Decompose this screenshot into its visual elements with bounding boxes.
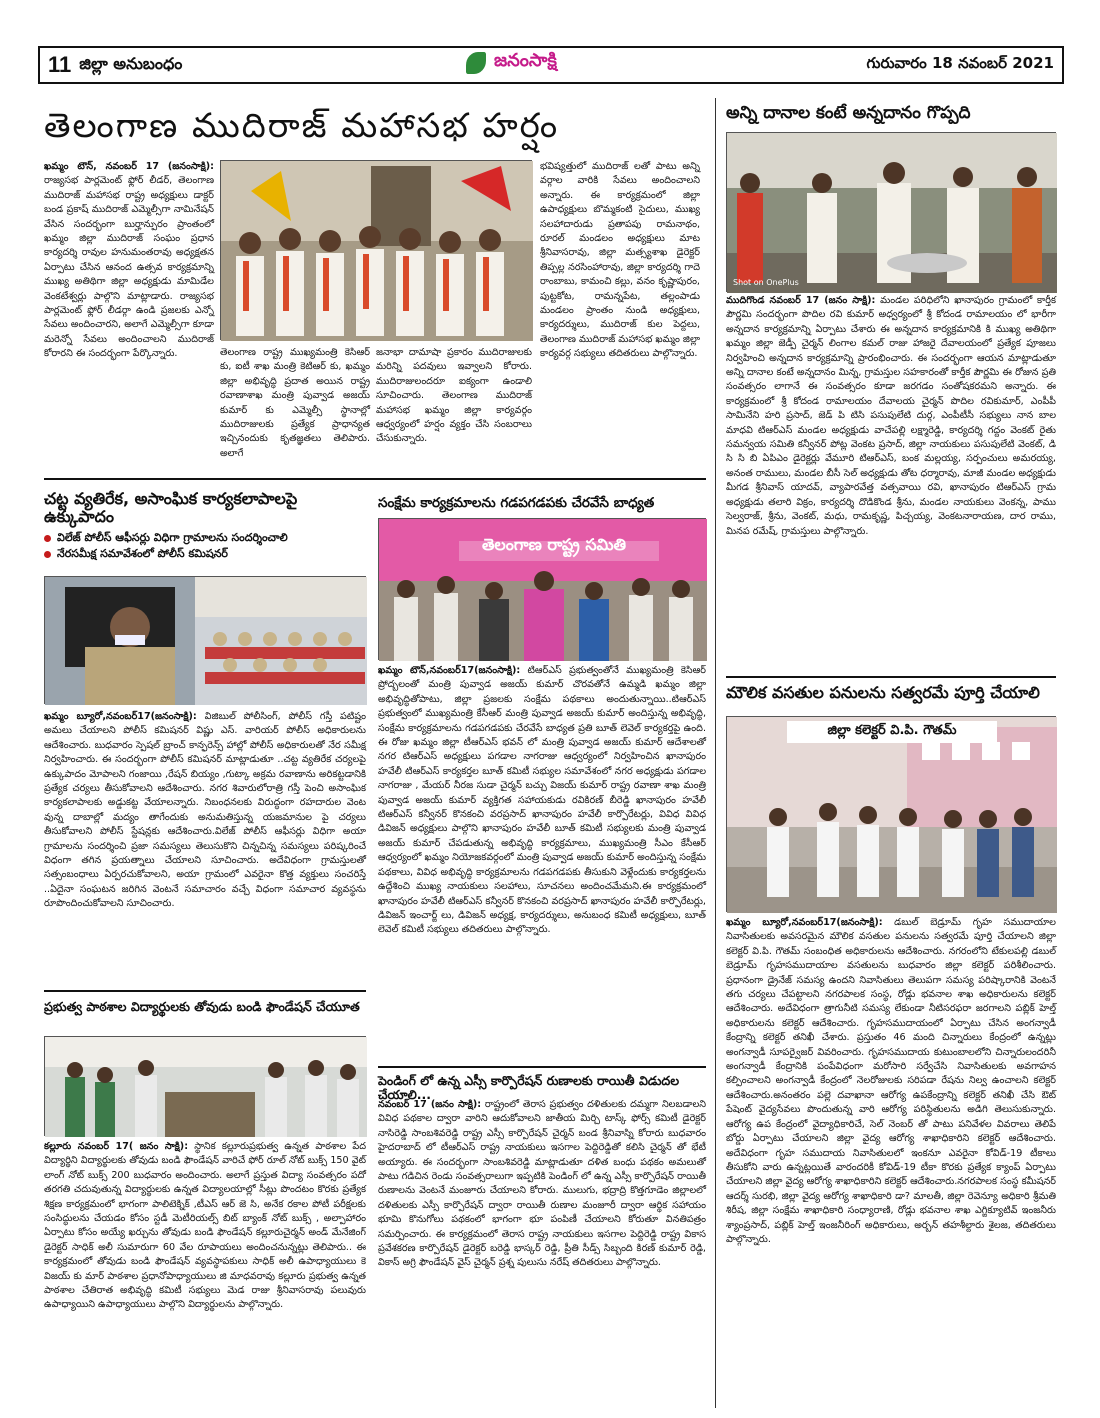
section-rule (44, 990, 366, 992)
article-body: భవిష్యత్తులో ముదిరాజ్ లతో పాటు అన్ని వర్గాల వారికి సేవలు అందించాలని అన్నారు. ఈ కార్యక్రమంలో జిల్లా ఉపాధ్యక్షులు బొమ్మకంటి సైదులు, ముఖ్య సలహాదారుడు ప్రతాపపు రామనాథం, రూరల్ మండలం అధ్యక్షులు మాట శ్రీనివాసరావు, జిల్లా మత్స్యశాఖ డైరెక్టర్ తిప్పల్ల నరసింహారావు, జిల్లా కార్యదర్శి గాదె రాంబాబు, కామంచి కల్లు, వనం కృష్ణాపురం, పుట్టకోట, రామన్నపేట, తల్లంపాడు మండలం ప్రాంతం నుండి అధ్యక్షులు, కార్యదర్శులు, ముదిరాజ్ కుల పెద్దలు, తెలంగాణ ముదిరాజ్ మహాసభ ఖమ్మం జిల్లా కార్యవర్గ సభ్యులు తదితరులు పాల్గొన్నారు. (540, 161, 700, 360)
article-body: విజిబుల్ పోలీసింగ్, పోలీస్ గస్తీ పటిష్టం అమలు చేయాలని పోలీస్ కమిషనర్ విష్ణు ఎస్. వారియర్ పోలీస్ అధికారులను ఆదేశించారు. బుధవారం స్పెషల్ బ్రాంచ్ కాన్ఫరెన్స్ హాల్లో పోలీస్ అధికారులతో నేర సమీక్ష నిర్వహించారు. ఈ సందర్భంగా పోలీస్ కమిషనర్ మాట్లాడుతూ ..చట్ట వ్యతిరేక చర్యలపై ఉక్కుపాదం మోపాలని గంజాయి ,రేషన్ బియ్యం ,గుట్కా అక్రమ రవాణాను అరికట్టడానికి ప్రత్యేక చర్యలు తీసుకోవాలని ఆదేశించారు. నగర శివారులోరాత్రి గస్తీ పెంచి అసాంఘిక కార్యకలాపాలకు అడ్డుకట్ట వేయాలన్నారు. నిబంధనలకు విరుద్ధంగా రహదారుల వెంట వున్న దాబాల్లో మద్యం తాగేందుకు అనుమతిస్తున్న యజమానుల పై చర్యలు తీసుకోవాలని పోలీస్ స్టేషన్లకు ఆదేశించారు.విలేజ్ పోలీస్ ఆఫీసర్లు విధిగా అయా గ్రామాలను సందర్శించి ప్రజా సమస్యలు తెలుసుకొని చిన్నచిన్న సమస్యలు పరిష్కరించే విధంగా తగిన ప్రయత్నాలు చేయాలని సూచించారు. అదేవిధంగా గ్రామస్తులతో సత్సంబంధాలు ఏర్పరచుకోవాలని, అయా గ్రామంలో ఎవరైనా కొత్త వ్యక్తులు సంచరిస్తే ..ఏదైనా సంఘటన జరిగిన వెంటనే సమాచారం వచ్చే విధంగా సమాచార వ్యవస్థను రూపొందించుకోవాలని సూచించారు. (44, 711, 366, 910)
photo-credit: Shot on OnePlus (733, 278, 799, 287)
article-body: మండల పరిధిలోని ఖానాపురం గ్రామంలో కార్తీక పౌర్ణమి సందర్భంగా పొదిల రవి కుమార్ అధ్వర్యంలో శ్రీ కోదండ రామాలయం లో భారీగా అన్నదాన కార్యక్రమాన్ని ఏర్పాటు చేశారు ఈ అన్నదాన కార్యక్రమానికి కి ముఖ్య అతిథిగా ఖమ్మం జిల్లా జెడ్పీ చైర్మన్ లింగాల కమల్ రాజు హాజరై దేవాలయంలో ప్రత్యేక పూజలు నిర్వహించి అన్నదాన కార్యక్రమాన్ని ప్రారంభించారు. ఈ సందర్భంగా ఆయన మాట్లాడుతూ అన్ని దానాల కంటే అన్నదానం మిన్న, గ్రామస్తుల సహకారంతో కార్తీక పౌర్ణమి ఈ రోజున ప్రతి సంవత్సరం లాగానే ఈ సంవత్సరం కూడా జరగడం సంతోషకరమని అన్నారు. ఈ కార్యక్రమంలో శ్రీ కోదండ రామాలయం దేవాలయ చైర్మన్ పొదిల రవికుమార్, ఎంపీపీ సామినేని హరి ప్రసాద్, జెడ్ పి టిసి పసుపులేటి దుర్గ, ఎంపీటీసీ సభ్యులు నాన బాల మాధవి టిఆర్ఎస్ మండల అధ్యక్షుడు వాచేపల్లి లక్ష్మారెడ్డి, కార్యదర్శి గద్దం వెంకట్ రైతు సమన్వయ సమితి కన్వీనర్ పోట్ల వెంకట ప్రసాద్, జిల్లా నాయకులు పసుపులేటి వెంకట్, డి సి సి బి ఏపిఎం డైరెక్టర్లు వేమూరి టిఆర్ఎస్, బంక మల్లయ్య, సర్పంచులు అమరయ్య, అనంత రాములు, మండల బీసీ సెల్ అధ్యక్షుడు తోట ధర్మారావు, మాజీ మండల అధ్యక్షుడు మీగడ శ్రీనివాస్ యాదవ్, వ్యాపారవేత్త వత్సవాయి రవి, ఖానాపురం టిఆర్ఎస్ గ్రామ అధ్యక్షుడు తలారి విక్రం, కార్యదర్శి దొడికొండ శ్రీను, మండల నాయకులు వెంకన్న, పాము సెల్వరాజ్, శ్రీను, వెంకట్, మధు, రామకృష్ణ, పిచ్చయ్య, వెంకటనారాయణ, దార రాము, మినప రమేష్, గ్రామస్తులు పాల్గొన్నారు. (726, 295, 1056, 537)
annadanam-photo (726, 132, 1056, 292)
police-meeting-photo (44, 576, 366, 704)
section-rule (378, 1066, 706, 1068)
main-headline: తెలంగాణ ముదిరాజ్ మహాసభ హర్షం (44, 106, 560, 146)
main-story-col2b (376, 346, 532, 445)
photo-illustration (45, 1037, 367, 1137)
main-story-col2 (220, 346, 370, 459)
dateline: ఖమ్మం టౌన్,నవంబర్17(జనంసాక్షి): (378, 665, 521, 676)
photo-illustration (45, 577, 367, 705)
mudiraj-group-photo (220, 160, 532, 340)
trs-banner-text: తెలంగాణ రాష్ట్ర సమితి (481, 535, 627, 554)
article-body: స్థానిక కల్లూరుప్రభుత్వ ఉన్నత పాఠశాల పేద విద్యార్థిని విద్యార్థులకు తోవుడు బండి ఫౌండేషన్ వారిచే ఫోర్ రూల్ నోట్ బుక్స్ 150 వైట్ లాంగ్ నోట్ బుక్స్ 200 బుధవారం అందించారు. అలాగే ప్రస్తుత విద్యా సంవత్సరం పదో తరగతి చదువుతున్న విద్యార్థులకు ఉన్నత విద్యాలయాల్లో సీట్లు పొందటం కొరకు ప్రత్యేక శిక్షణ కార్యక్రమంలో భాగంగా పాలిటెక్నిక్ ,టీఎస్ ఆర్ జె సి, అనేక రకాల పోటీ పరీక్షలకు సంసిద్ధులను చేయడం కోసం స్టడీ మెటీరియల్స్ బిట్ బ్యాంక్ నోట్ బుక్స్ , అల్పాహారం ఏర్పాటు కోసం అయ్యే ఖర్చును తోవుడు బండి ఫౌండేషన్ కల్లూరుచైర్మన్ అండ్ మేనేజింగ్ డైరెక్టర్ సాధిక్ అలీ సుమారుగా 60 వేల రూపాయలు అందించనున్నట్లు తెలిపారు.. ఈ కార్యక్రమంలో తోవుడు బండి ఫౌండేషన్ వ్యవస్థాపకులు సాధిక్ అలీ ఉపాధ్యాయులు కె విజయ్ కు మార్ పాఠశాల ప్రధానోపాధ్యాయులు జి మాధవరావు కల్లూరు ప్రభుత్వ ఉన్నత పాఠశాల చేతిరాత అభివృద్ధి కమిటీ సభ్యులు మెడ రాజు శ్రీనివాసరావు పలువురు ఉపాధ్యాయిని ఉపాధ్యాయులు పాల్గొని విద్యార్థులను పాల్గొన్నారు. (44, 1141, 366, 1311)
sc-headline: పెండింగ్ లో ఉన్న ఎస్సీ కార్పొరేషన్ రుణాలకు రాయితీ విడుదల చేయాలి... (378, 1073, 680, 1102)
photo-illustration (727, 717, 1057, 913)
collector-photo (726, 716, 1056, 912)
sc-body (378, 1098, 706, 1410)
article-body: జనాభా దామాషా ప్రకారం ముదిరాజులకు మరిన్ని పదవులు ఇవ్వాలని కోరారు. ముదిరాజులందరూ ఐక్యంగా ఉండాలి సూచించారు. తెలంగాణ ముదిరాజ్ మహాసభ ఖమ్మం జిల్లా కార్యవర్గం ఆధ్వర్యంలో హర్షం వ్యక్తం చేసి సంబరాలు చేసుకున్నారు. (376, 347, 532, 445)
dateline: కల్లూరు నవంబర్ 17( జనం సాక్షి): (44, 1141, 189, 1152)
collector-subhead: జిల్లా కలెక్టర్ వి.పి. గౌతమ్ (827, 723, 957, 738)
article-body: రాష్ట్రంలో తెరాస ప్రభుత్వం దళితులకు దమ్మగా నిలబడాలని వివిధ పథకాల ద్వారా వారిని ఆదుకోవాలని జాతీయ మిర్చి టాస్క్ ఫోర్స్ కమిటీ డైరెక్టర్ నాసిరెడ్డి సాంబశివరెడ్డి రాష్ట్ర ఎస్సీ కార్పొరేషన్ చైర్మన్ బండ శ్రీనివాస్ని కోరారు బుధవారం హైదరాబాద్ లో టీఆర్ఎస్ రాష్ట్ర నాయకులు ఇసగాల పెద్దిరెడ్డితో కలిసి చైర్మన్ తో భేటీ అయ్యారు. ఈ సందర్భంగా సాంబశివరెడ్డి మాట్లాడుతూ దళిత బంధు పథకం అమలుతో పాటు గడిచిన రెండు సంవత్సరాలుగా ఇప్పటికి పెండింగ్ లో ఉన్న ఎస్సీ కార్పొరేషన్ రాయితీ రుణాలను వెంటనే మంజూరు చేయాలని కోరారు. ములుగు, భద్రాద్రి కొత్తగూడెం జిల్లాలలో దళితులకు ఎస్సీ కార్పొరేషన్ ద్వారా రాయితీ రుణాల మంజూరీ ద్వారా ఆర్థిక సహాయం భూమి కొనుగోలు పథకంలో భాగంగా భూ పంపిణీ చేయాలని కోరుతూ వినతిపత్రం సమర్పించారు. ఈ కార్యక్రమంలో తెరాస రాష్ట్ర నాయకులు ఇసగాల పెద్దిరెడ్డి రాష్ట్ర వికాస ప్రవేశకరణ కార్పొరేషన్ డైరెక్టర్ బరెడ్డి భాస్కర్ రెడ్డి, ప్రీతి సీడ్స్ సిబ్బంది కిరణ్ కుమార్ రెడ్డి, వికాస్ అగ్రి ఫౌండేషన్ వైస్ చైర్మన్ ప్రశ్న పులుసు నరేష్ తదితరులు పాల్గొన్నారు. (378, 1099, 706, 1269)
collector-headline: మౌలిక వసతుల పనులను సత్వరమే పూర్తి చేయాలి (726, 683, 1040, 702)
bullet-icon (44, 551, 51, 558)
dateline: ఖమ్మం బ్యూరో,నవంబర్17(జనంసాక్షి): (44, 711, 197, 722)
section-rule (44, 478, 706, 480)
leaf-icon (466, 52, 486, 74)
annadanam-headline: అన్ని దానాల కంటే అన్నదానం గొప్పది (726, 103, 971, 123)
bullet-text: విలేజ్ పోలీస్ ఆఫీసర్లు విధిగా గ్రామాలను సందర్శించాలి (57, 531, 288, 544)
welfare-body (378, 664, 706, 1046)
dateline: ఖమ్మం బ్యూరో,నవంబర్17(జనంసాక్షి): (726, 917, 883, 928)
article-body: డబుల్ బెడ్రూమ్ గృహ సముదాయాల నివాసితులకు అవసరమైన మౌలిక వసతుల పనులను సత్వరమే పూర్తి చేయాలని జిల్లా కలెక్టర్ వి.పి. గౌతమ్ సంబంధిత అధికారులను ఆదేశించారు. నగరంలోని టేకులపల్లి డబుల్ బెడ్రూమ్ గృహసముదాయాల వసతులను బుధవారం జిల్లా కలెక్టర్ పరిశీలించారు. ప్రధానంగా డ్రైనేజ్ సమస్య ఉందని నివాసితులు తెలుపగా సమస్య పరిష్కారానికి వెంటనే తగు చర్యలు చేపట్టాలని నగరపాలక సంస్థ, రోడ్లు భవనాల శాఖ అధికారులను కలెక్టర్ ఆదేశించారు. అదేవిధంగా త్రాగునీటి సమస్య లేకుండా నీటిసరఫరా జరగాలని పబ్లిక్ హెల్త్ అధికారులను కలెక్టర్ ఆదేశించారు. గృహసముదాయంలో ఏర్పాటు చేసిన అంగన్వాడీ కేంద్రాన్ని కలెక్టర్ తనిఖీ చేశారు. ప్రస్తుతం 46 మంది చిన్నారులు కేంద్రంలో ఉన్నట్లు అంగన్వాడీ సూపర్వైజర్ వివరించారు. గృహసముదాయ కుటుంబాలలోని చిన్నారులందరినీ అంగన్వాడీ కేంద్రానికి పంపేవిధంగా మరోసారి సర్వేచేసి నివాసితులకు అవగాహన కల్పించాలని అంగన్వాడీ కేంద్రంలో నెలరోజులకు సరిపడా రేషను నిల్వ ఉంచాలని కలెక్టర్ ఆదేశించారు.అనంతరం పల్లె దవాఖానా ఆరోగ్య ఉపకేంద్రాన్ని కలెక్టర్ తనిఖీ చేసి ఔట్ పేషెంట్ వైద్యసేవలు పొందుతున్న వారి ఆరోగ్య పరిస్థితులను అడిగి తెలుసుకున్నారు. ఆరోగ్య ఉప కేంద్రంలో వైద్యాధికారిచే, సెల్ నెంబర్ తో పాటు పనివేళల వివరాలు తెలిపే బోర్డు ఏర్పాటు చేయాలని జిల్లా వైద్య ఆరోగ్య శాఖాధికారిని కలెక్టర్ ఆదేశించారు. అదేవిధంగా గృహ సముదాయ నివాసితులలో ఇంకనూ ఎవరైనా కోవిడ్-19 టీకాలు తీసుకోని వారు ఉన్నట్లయితే వారందరికీ కోవిడ్-19 టీకా కొరకు ప్రత్యేక క్యాంప్ ఏర్పాటు చేయాలని జిల్లా వైద్య ఆరోగ్య శాఖాధికారిని కలెక్టర్ ఆదేశించారు.నగరపాలక సంస్థ కమీషనర్ ఆదర్శ్ సురభి, జిల్లా వైద్య ఆరోగ్య శాఖాధికారి డా? మాలతీ, జిల్లా రెవెన్యూ అధికారి శ్రీమతి శిరీష, జిల్లా సంక్షేమ శాఖాధికారి సంధ్యారాణి, రోడ్లు భవనాల శాఖ ఎగ్జిక్యూటివ్ ఇంజనీరు శ్యాంప్రసాద్, పబ్లిక్ హెల్త్ ఇంజనీరింగ్ అధికారులు, అర్బన్ తహశీల్దారు శైలజ, తదితరులు పాల్గొన్నారు. (726, 917, 1056, 1245)
section-name: జిల్లా అనుబంధం (79, 53, 183, 73)
police-headline: చట్ట వ్యతిరేక, అసాంఘిక కార్యకలాపాలపై ఉక్కుపాదం (44, 489, 298, 526)
page-number: 11 (48, 52, 72, 77)
bullet-text: నేరసమీక్ష సమావేశంలో పోలీస్ కమిషనర్ (57, 547, 228, 560)
school-photo (44, 1036, 366, 1136)
bullet-icon (44, 535, 51, 542)
issue-date: గురువారం 18 నవంబర్ 2021 (866, 54, 1054, 72)
dateline: ఖమ్మం టౌన్, నవంబర్ 17 (జనంసాక్షి): (44, 161, 214, 172)
police-bullets (44, 530, 364, 570)
school-headline: ప్రభుత్వ పాఠశాల విద్యార్థులకు తోవుడు బండి ఫౌండేషన్ చేయూత (44, 999, 360, 1014)
section-rule (726, 676, 1056, 678)
dateline: ముదిగొండ నవంబర్ 17 (జనం సాక్షి): (726, 295, 876, 306)
article-body: తెలంగాణ రాష్ట్ర ముఖ్యమంత్రి కెసిఆర్ కు, ఐటీ శాఖ మంత్రి కెటిఆర్ కు, ఖమ్మం జిల్లా అభివృద్ధి ప్రదాత అయిన రాష్ట్ర రవాణాశాఖ మంత్రి పువ్వాడ అజయ్ కుమార్ కు ఎమ్మెల్సీ స్థానాల్లో ముదిరాజులకు ప్రత్యేక ప్రాధాన్యత ఇచ్చినందుకు కృతజ్ఞతలు తెలిపారు. అలాగే (220, 347, 370, 459)
photo-illustration (727, 133, 1057, 293)
school-body (44, 1140, 366, 1410)
masthead-logo (466, 50, 561, 75)
dateline: నవంబర్ 17 (జనం సాక్షి): (378, 1099, 482, 1110)
photo-illustration (221, 161, 533, 341)
article-body: రాజ్యసభ పార్లమెంట్ ఫ్లోర్ లీడర్, తెలంగాణ ముదిరాజ్ మహాసభ రాష్ట్ర అధ్యక్షులు డాక్టర్ బండ ప్రకాష్ ముదిరాజ్ ఎమ్మెల్సీగా నామినేషన్ వేసిన సందర్భంగా బుర్హాన్పురం ప్రాంతంలో ఖమ్మం జిల్లా ముదిరాజ్ సంఘం ప్రధాన కార్యదర్శి రావుల హనుమంతరావు అధ్యక్షతన ఏర్పాటు చేసిన ఆనంద ఉత్సవ కార్యక్రమాన్ని ముఖ్య అతిథిగా జిల్లా అధ్యక్షుడు మామిడేల వెంకటేశ్వర్లు పాల్గొని మాట్లాడారు. రాజ్యసభ పార్లమెంట్ ఫ్లోర్ లీడర్గా ఉండి ప్రజలకు ఎన్నో సేవలు అందించారని, అలాగే ఎమ్మెల్సీగా కూడా మరెన్నో సేవలు అందించాలని ముదిరాజ్ కోరారని ఈ సందర్భంగా పేర్కొన్నారు. (44, 175, 214, 360)
welfare-photo (378, 518, 706, 660)
header-left (48, 52, 182, 78)
bullet-item (44, 530, 364, 546)
collector-body (726, 916, 1056, 1408)
bullet-item (44, 546, 364, 562)
article-body: టిఆర్ఎస్ ప్రభుత్వంతోనే ముఖ్యమంత్రి కెసిఆర్ ప్రోద్బలంతో మంత్రి పువ్వాడ అజయ్ కుమార్ చొరవతోనే ఉమ్మడి ఖమ్మం జిల్లా అభివృద్ధితోపాటు, జిల్లా ప్రజలకు సంక్షేమ పథకాలు అందుతున్నాయి..టిఆర్ఎస్ ప్రభుత్వంలో ముఖ్యమంత్రి కేసీఆర్ మంత్రి పువ్వాడ అజయ్ కుమార్ అందిస్తున్న అభివృద్ధి, సంక్షేమ కార్యక్రమాలను గడపగడపకు చేరవేసే బాధ్యత ప్రతి బూత్ లెవెల్ కార్యకర్తపై ఉంది. ఈ రోజు ఖమ్మం జిల్లా టీఆర్ఎస్ భవన్ లో మంత్రి పువ్వాడ అజయ్ కుమార్ ఆదేశాలతో నగర టిఆర్ఎస్ అధ్యక్షులు పగడాల నాగరాజు ఆధ్వర్యంలో నిర్వహించిన ఖానాపురం హవేలీ టిఆర్ఎస్ కార్యకర్తల బూత్ కమిటీ సభ్యుల సమావేశంలో నగర అధ్యక్షుడు పగడాల నాగరాజు , మేయర్ నీరజ సుడా చైర్మన్ బచ్చు విజయ్ కుమార్ రాష్ట్ర రవాణా శాఖ మంత్రి పువ్వాడ అజయ్ కుమార్ వ్యక్తిగత సహాయకుడు రవికిరణ్ బీరెడ్డి ఖానాపురం హవేలీ టిఆర్ఎస్ కన్వీనర్ కొనకంచి వరప్రసాద్ ఖానాపురం హవేలీ కార్పొరేటర్లు, వివిధ వివిధ డివిజన్ అధ్యక్షులు పాల్గొని ఖానాపురం హవేలీ బూత్ కమిటీ సభ్యులకు మంత్రి పువ్వాడ అజయ్ కుమార్ చేపడుతున్న అభివృద్ధి కార్యక్రమాలు, ముఖ్యమంత్రి సీఎం కేసీఆర్ ఆధ్వర్యంలో ఖమ్మం నియోజకవర్గంలో మంత్రి పువ్వాడ అజయ్ కుమార్ అందిస్తున్న సంక్షేమ పథకాలు, వివిధ అభివృద్ధి కార్యక్రమాలను గడపగడపకు తీసుకుని వెళ్లేందుకు కార్యకర్తలను ఉద్దేశించి ముఖ్య నాయకులు సలహాలు, సూచనలు అందించమేమని.ఈ కార్యక్రమంలో ఖానాపురం హవేలీ టిఆర్ఎస్ కన్వీనర్ కొనకంచి వరప్రసాద్ ఖానాపురం హవేలీ కార్పొరేటర్లు, డివిజన్ ఇంచార్జ్ లు, డివిజన్ అధ్యక్ష, కార్యదర్శులు, అనుబంధ కమిటీ అధ్యక్షులు, బూత్ లెవెల్ కమిటీ సభ్యులు తదితరులు పాల్గొన్నారు. (378, 665, 706, 936)
main-story-col3 (540, 160, 700, 436)
welfare-headline: సంక్షేమ కార్యక్రమాలను గడపగడపకు చేరవేసే బాధ్యత (378, 495, 655, 511)
police-body (44, 710, 366, 982)
annadanam-body (726, 294, 1056, 664)
masthead-name: జనంసాక్షి (490, 50, 561, 75)
main-story-col1 (44, 160, 214, 435)
column-divider (715, 98, 716, 1408)
